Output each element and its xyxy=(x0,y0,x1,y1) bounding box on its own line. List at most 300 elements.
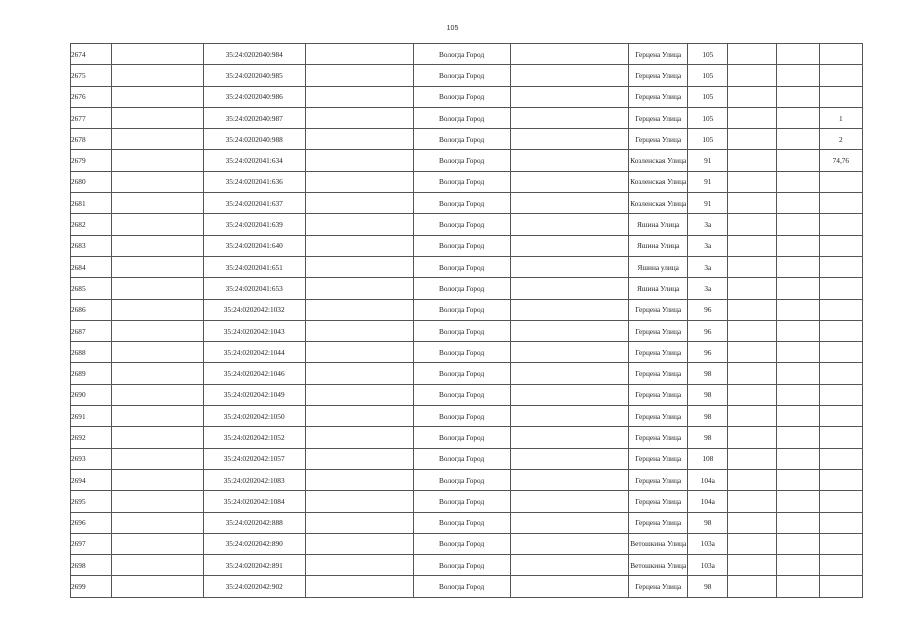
empty-cell xyxy=(510,65,629,86)
empty-cell xyxy=(728,533,776,554)
table-row xyxy=(71,44,863,65)
empty-cell xyxy=(305,107,413,128)
empty-cell xyxy=(510,299,629,320)
empty-cell xyxy=(111,256,203,277)
empty-cell xyxy=(510,256,629,277)
street-name: Герцена Улица xyxy=(629,576,688,597)
empty-cell xyxy=(510,171,629,192)
apartment-number xyxy=(819,320,862,341)
empty-cell xyxy=(111,448,203,469)
cadastral-number: 35:24:0202041:637 xyxy=(203,193,305,214)
table-row xyxy=(71,214,863,235)
city-name: Вологда Город xyxy=(413,363,510,384)
table-row xyxy=(71,555,863,576)
empty-cell xyxy=(776,193,819,214)
empty-cell xyxy=(111,512,203,533)
empty-cell xyxy=(776,533,819,554)
house-number: 96 xyxy=(688,320,728,341)
table-row xyxy=(71,171,863,192)
city-name: Вологда Город xyxy=(413,235,510,256)
table-row xyxy=(71,256,863,277)
empty-cell xyxy=(728,320,776,341)
table-row xyxy=(71,65,863,86)
empty-cell xyxy=(305,342,413,363)
house-number: 3а xyxy=(688,256,728,277)
empty-cell xyxy=(111,65,203,86)
row-number: 2678 xyxy=(71,129,112,150)
row-number: 2694 xyxy=(71,469,112,490)
empty-cell xyxy=(776,427,819,448)
apartment-number: 1 xyxy=(819,107,862,128)
row-number: 2685 xyxy=(71,278,112,299)
empty-cell xyxy=(728,44,776,65)
empty-cell xyxy=(111,171,203,192)
house-number: 98 xyxy=(688,576,728,597)
empty-cell xyxy=(111,406,203,427)
apartment-number xyxy=(819,533,862,554)
apartment-number xyxy=(819,256,862,277)
empty-cell xyxy=(510,469,629,490)
empty-cell xyxy=(305,256,413,277)
cadastral-number: 35:24:0202042:888 xyxy=(203,512,305,533)
street-name: Герцена Улица xyxy=(629,320,688,341)
cadastral-number: 35:24:0202042:1083 xyxy=(203,469,305,490)
city-name: Вологда Город xyxy=(413,491,510,512)
city-name: Вологда Город xyxy=(413,256,510,277)
empty-cell xyxy=(728,342,776,363)
cadastral-number: 35:24:0202040:988 xyxy=(203,129,305,150)
row-number: 2681 xyxy=(71,193,112,214)
house-number: 103а xyxy=(688,555,728,576)
empty-cell xyxy=(728,235,776,256)
city-name: Вологда Город xyxy=(413,129,510,150)
empty-cell xyxy=(728,171,776,192)
empty-cell xyxy=(510,44,629,65)
empty-cell xyxy=(776,65,819,86)
city-name: Вологда Город xyxy=(413,299,510,320)
empty-cell xyxy=(728,65,776,86)
city-name: Вологда Город xyxy=(413,469,510,490)
city-name: Вологда Город xyxy=(413,278,510,299)
apartment-number xyxy=(819,363,862,384)
empty-cell xyxy=(776,342,819,363)
house-number: 105 xyxy=(688,86,728,107)
street-name: Герцена Улица xyxy=(629,469,688,490)
empty-cell xyxy=(776,320,819,341)
row-number: 2690 xyxy=(71,384,112,405)
cadastral-number: 35:24:0202042:1057 xyxy=(203,448,305,469)
empty-cell xyxy=(305,214,413,235)
empty-cell xyxy=(510,512,629,533)
cadastral-number: 35:24:0202041:639 xyxy=(203,214,305,235)
house-number: 91 xyxy=(688,171,728,192)
empty-cell xyxy=(510,129,629,150)
street-name: Герцена Улица xyxy=(629,427,688,448)
empty-cell xyxy=(728,214,776,235)
empty-cell xyxy=(111,533,203,554)
apartment-number xyxy=(819,384,862,405)
row-number: 2696 xyxy=(71,512,112,533)
city-name: Вологда Город xyxy=(413,193,510,214)
table-row xyxy=(71,406,863,427)
empty-cell xyxy=(776,278,819,299)
empty-cell xyxy=(111,129,203,150)
row-number: 2695 xyxy=(71,491,112,512)
street-name: Ветошкина Улица xyxy=(629,555,688,576)
empty-cell xyxy=(776,299,819,320)
empty-cell xyxy=(776,555,819,576)
empty-cell xyxy=(510,278,629,299)
city-name: Вологда Город xyxy=(413,384,510,405)
house-number: 91 xyxy=(688,193,728,214)
cadastral-number: 35:24:0202042:902 xyxy=(203,576,305,597)
empty-cell xyxy=(510,448,629,469)
house-number: 105 xyxy=(688,107,728,128)
row-number: 2674 xyxy=(71,44,112,65)
apartment-number xyxy=(819,512,862,533)
empty-cell xyxy=(305,533,413,554)
apartment-number xyxy=(819,65,862,86)
apartment-number xyxy=(819,86,862,107)
empty-cell xyxy=(111,235,203,256)
empty-cell xyxy=(111,555,203,576)
empty-cell xyxy=(305,171,413,192)
empty-cell xyxy=(305,193,413,214)
city-name: Вологда Город xyxy=(413,65,510,86)
row-number: 2679 xyxy=(71,150,112,171)
cadastral-number: 35:24:0202042:1052 xyxy=(203,427,305,448)
cadastral-number: 35:24:0202042:1046 xyxy=(203,363,305,384)
cadastral-number: 35:24:0202040:987 xyxy=(203,107,305,128)
table-row xyxy=(71,533,863,554)
table-row xyxy=(71,491,863,512)
apartment-number xyxy=(819,342,862,363)
street-name: Герцена Улица xyxy=(629,65,688,86)
street-name: Герцена Улица xyxy=(629,512,688,533)
city-name: Вологда Город xyxy=(413,214,510,235)
row-number: 2682 xyxy=(71,214,112,235)
street-name: Герцена Улица xyxy=(629,129,688,150)
row-number: 2687 xyxy=(71,320,112,341)
apartment-number xyxy=(819,44,862,65)
empty-cell xyxy=(776,576,819,597)
registry-body xyxy=(71,44,863,598)
street-name: Герцена Улица xyxy=(629,86,688,107)
cadastral-number: 35:24:0202042:1050 xyxy=(203,406,305,427)
apartment-number: 2 xyxy=(819,129,862,150)
empty-cell xyxy=(776,384,819,405)
empty-cell xyxy=(510,576,629,597)
street-name: Козленская Улица xyxy=(629,193,688,214)
empty-cell xyxy=(305,576,413,597)
cadastral-number: 35:24:0202040:986 xyxy=(203,86,305,107)
apartment-number: 74,76 xyxy=(819,150,862,171)
empty-cell xyxy=(111,320,203,341)
empty-cell xyxy=(510,107,629,128)
empty-cell xyxy=(728,406,776,427)
empty-cell xyxy=(305,406,413,427)
registry-table xyxy=(70,43,863,598)
row-number: 2680 xyxy=(71,171,112,192)
empty-cell xyxy=(510,406,629,427)
empty-cell xyxy=(776,107,819,128)
row-number: 2683 xyxy=(71,235,112,256)
page-number: 105 xyxy=(446,25,459,32)
table-row xyxy=(71,150,863,171)
empty-cell xyxy=(728,86,776,107)
empty-cell xyxy=(510,342,629,363)
apartment-number xyxy=(819,469,862,490)
empty-cell xyxy=(111,150,203,171)
table-row xyxy=(71,235,863,256)
empty-cell xyxy=(305,555,413,576)
empty-cell xyxy=(305,491,413,512)
apartment-number xyxy=(819,427,862,448)
empty-cell xyxy=(728,555,776,576)
street-name: Герцена Улица xyxy=(629,342,688,363)
apartment-number xyxy=(819,491,862,512)
city-name: Вологда Город xyxy=(413,320,510,341)
empty-cell xyxy=(776,512,819,533)
house-number: 98 xyxy=(688,384,728,405)
house-number: 98 xyxy=(688,363,728,384)
city-name: Вологда Город xyxy=(413,512,510,533)
city-name: Вологда Город xyxy=(413,171,510,192)
empty-cell xyxy=(776,129,819,150)
house-number: 105 xyxy=(688,129,728,150)
empty-cell xyxy=(728,299,776,320)
empty-cell xyxy=(305,299,413,320)
house-number: 3а xyxy=(688,278,728,299)
row-number: 2688 xyxy=(71,342,112,363)
table-row xyxy=(71,342,863,363)
street-name: Яшина улица xyxy=(629,256,688,277)
table-row xyxy=(71,193,863,214)
cadastral-number: 35:24:0202041:634 xyxy=(203,150,305,171)
empty-cell xyxy=(776,448,819,469)
empty-cell xyxy=(305,363,413,384)
table-row xyxy=(71,129,863,150)
table-row xyxy=(71,320,863,341)
apartment-number xyxy=(819,235,862,256)
house-number: 91 xyxy=(688,150,728,171)
empty-cell xyxy=(111,193,203,214)
empty-cell xyxy=(111,342,203,363)
cadastral-number: 35:24:0202040:985 xyxy=(203,65,305,86)
cadastral-number: 35:24:0202042:1049 xyxy=(203,384,305,405)
empty-cell xyxy=(776,406,819,427)
cadastral-number: 35:24:0202040:984 xyxy=(203,44,305,65)
street-name: Герцена Улица xyxy=(629,299,688,320)
apartment-number xyxy=(819,171,862,192)
empty-cell xyxy=(510,533,629,554)
empty-cell xyxy=(728,448,776,469)
empty-cell xyxy=(776,469,819,490)
empty-cell xyxy=(728,278,776,299)
street-name: Козленская Улица xyxy=(629,171,688,192)
table-row xyxy=(71,427,863,448)
empty-cell xyxy=(776,491,819,512)
empty-cell xyxy=(305,235,413,256)
empty-cell xyxy=(728,193,776,214)
city-name: Вологда Город xyxy=(413,86,510,107)
table-row xyxy=(71,576,863,597)
empty-cell xyxy=(305,129,413,150)
street-name: Герцена Улица xyxy=(629,406,688,427)
house-number: 105 xyxy=(688,65,728,86)
street-name: Герцена Улица xyxy=(629,384,688,405)
house-number: 108 xyxy=(688,448,728,469)
street-name: Козленская Улица xyxy=(629,150,688,171)
empty-cell xyxy=(776,44,819,65)
table-row xyxy=(71,86,863,107)
cadastral-number: 35:24:0202041:653 xyxy=(203,278,305,299)
house-number: 103а xyxy=(688,533,728,554)
table-row xyxy=(71,363,863,384)
row-number: 2684 xyxy=(71,256,112,277)
empty-cell xyxy=(510,214,629,235)
row-number: 2698 xyxy=(71,555,112,576)
row-number: 2675 xyxy=(71,65,112,86)
apartment-number xyxy=(819,299,862,320)
empty-cell xyxy=(776,171,819,192)
city-name: Вологда Город xyxy=(413,427,510,448)
apartment-number xyxy=(819,193,862,214)
cadastral-number: 35:24:0202042:1044 xyxy=(203,342,305,363)
empty-cell xyxy=(510,150,629,171)
street-name: Герцена Улица xyxy=(629,44,688,65)
empty-cell xyxy=(776,363,819,384)
table-row xyxy=(71,512,863,533)
empty-cell xyxy=(305,448,413,469)
empty-cell xyxy=(728,427,776,448)
empty-cell xyxy=(728,512,776,533)
street-name: Яшина Улица xyxy=(629,235,688,256)
city-name: Вологда Город xyxy=(413,533,510,554)
empty-cell xyxy=(510,193,629,214)
empty-cell xyxy=(305,44,413,65)
table-row xyxy=(71,384,863,405)
empty-cell xyxy=(728,150,776,171)
row-number: 2699 xyxy=(71,576,112,597)
empty-cell xyxy=(305,86,413,107)
empty-cell xyxy=(305,65,413,86)
house-number: 98 xyxy=(688,427,728,448)
empty-cell xyxy=(305,427,413,448)
cadastral-number: 35:24:0202041:651 xyxy=(203,256,305,277)
street-name: Ветошкина Улица xyxy=(629,533,688,554)
house-number: 98 xyxy=(688,406,728,427)
empty-cell xyxy=(728,491,776,512)
empty-cell xyxy=(305,384,413,405)
cadastral-number: 35:24:0202041:636 xyxy=(203,171,305,192)
empty-cell xyxy=(728,576,776,597)
city-name: Вологда Город xyxy=(413,555,510,576)
house-number: 104а xyxy=(688,469,728,490)
house-number: 96 xyxy=(688,342,728,363)
empty-cell xyxy=(111,107,203,128)
house-number: 3а xyxy=(688,214,728,235)
cadastral-number: 35:24:0202041:640 xyxy=(203,235,305,256)
empty-cell xyxy=(305,512,413,533)
empty-cell xyxy=(510,363,629,384)
table-row xyxy=(71,469,863,490)
street-name: Яшина Улица xyxy=(629,278,688,299)
empty-cell xyxy=(305,469,413,490)
empty-cell xyxy=(776,235,819,256)
empty-cell xyxy=(776,214,819,235)
street-name: Герцена Улица xyxy=(629,363,688,384)
empty-cell xyxy=(111,363,203,384)
empty-cell xyxy=(510,491,629,512)
empty-cell xyxy=(111,384,203,405)
empty-cell xyxy=(510,235,629,256)
city-name: Вологда Город xyxy=(413,44,510,65)
house-number: 3а xyxy=(688,235,728,256)
table-row xyxy=(71,278,863,299)
city-name: Вологда Город xyxy=(413,448,510,469)
table-row xyxy=(71,107,863,128)
house-number: 105 xyxy=(688,44,728,65)
apartment-number xyxy=(819,555,862,576)
row-number: 2697 xyxy=(71,533,112,554)
empty-cell xyxy=(111,44,203,65)
row-number: 2689 xyxy=(71,363,112,384)
empty-cell xyxy=(510,384,629,405)
empty-cell xyxy=(111,469,203,490)
row-number: 2686 xyxy=(71,299,112,320)
empty-cell xyxy=(776,86,819,107)
street-name: Яшина Улица xyxy=(629,214,688,235)
apartment-number xyxy=(819,214,862,235)
empty-cell xyxy=(111,214,203,235)
empty-cell xyxy=(728,256,776,277)
city-name: Вологда Город xyxy=(413,406,510,427)
apartment-number xyxy=(819,278,862,299)
house-number: 98 xyxy=(688,512,728,533)
house-number: 104а xyxy=(688,491,728,512)
empty-cell xyxy=(728,107,776,128)
row-number: 2693 xyxy=(71,448,112,469)
table-row xyxy=(71,299,863,320)
empty-cell xyxy=(305,278,413,299)
apartment-number xyxy=(819,576,862,597)
empty-cell xyxy=(111,278,203,299)
house-number: 96 xyxy=(688,299,728,320)
city-name: Вологда Город xyxy=(413,150,510,171)
city-name: Вологда Город xyxy=(413,342,510,363)
empty-cell xyxy=(728,363,776,384)
empty-cell xyxy=(728,384,776,405)
row-number: 2677 xyxy=(71,107,112,128)
empty-cell xyxy=(776,150,819,171)
street-name: Герцена Улица xyxy=(629,491,688,512)
apartment-number xyxy=(819,448,862,469)
empty-cell xyxy=(111,491,203,512)
empty-cell xyxy=(111,299,203,320)
empty-cell xyxy=(510,86,629,107)
cadastral-number: 35:24:0202042:1043 xyxy=(203,320,305,341)
street-name: Герцена Улица xyxy=(629,107,688,128)
row-number: 2676 xyxy=(71,86,112,107)
apartment-number xyxy=(819,406,862,427)
empty-cell xyxy=(728,129,776,150)
cadastral-number: 35:24:0202042:890 xyxy=(203,533,305,554)
empty-cell xyxy=(305,150,413,171)
city-name: Вологда Город xyxy=(413,107,510,128)
cadastral-number: 35:24:0202042:1032 xyxy=(203,299,305,320)
row-number: 2692 xyxy=(71,427,112,448)
